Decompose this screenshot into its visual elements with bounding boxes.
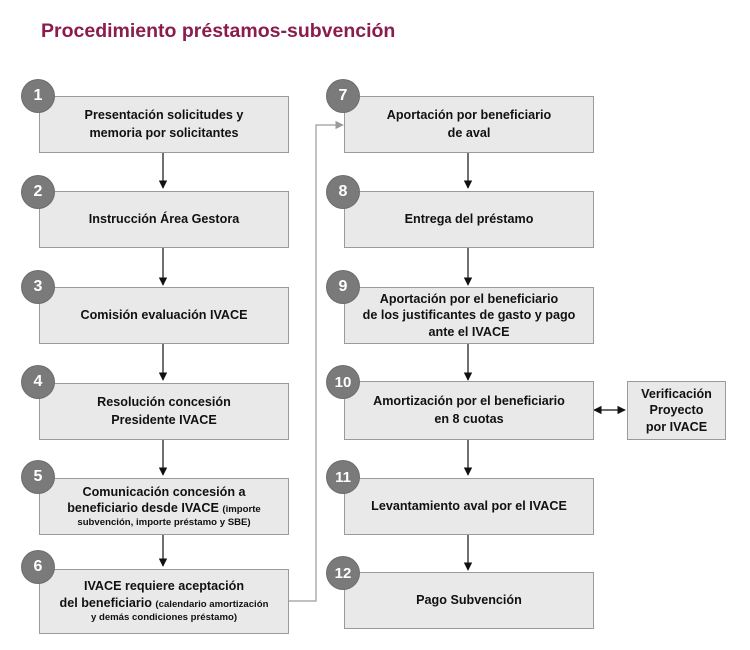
step-1-badge: 1 bbox=[22, 80, 54, 112]
step-6-note-line: y demás condiciones préstamo) bbox=[90, 612, 238, 624]
step-10-line-2: en 8 cuotas bbox=[434, 411, 504, 426]
step-10-badge: 10 bbox=[327, 366, 359, 398]
step-9-line-1: Aportación por el beneficiario bbox=[379, 291, 559, 306]
step-5-note-line: subvención, importe préstamo y SBE) bbox=[77, 516, 251, 528]
step-2-line-1: Instrucción Área Gestora bbox=[88, 211, 240, 226]
step-4-badge: 4 bbox=[22, 366, 54, 398]
step-9-badge: 9 bbox=[327, 271, 359, 303]
step-3-box bbox=[39, 287, 289, 344]
step-2-badge: 2 bbox=[22, 176, 54, 208]
step-11-badge: 11 bbox=[327, 461, 359, 493]
step-12-line-1: Pago Subvención bbox=[416, 592, 522, 607]
step-5-line-2-note: (importe bbox=[222, 504, 261, 516]
step-6-line-2-note: (calendario amortización bbox=[155, 599, 269, 611]
step-8-line-1: Entrega del préstamo bbox=[404, 211, 534, 226]
step-8-box bbox=[344, 191, 594, 248]
step-6-badge: 6 bbox=[22, 551, 54, 583]
step-7-line-1: Aportación por beneficiario bbox=[386, 107, 552, 122]
step-6-box bbox=[39, 569, 289, 634]
step-5-box bbox=[39, 478, 289, 535]
step-5-badge: 5 bbox=[22, 461, 54, 493]
step-4-box bbox=[39, 383, 289, 440]
step-4-line-1: Resolución concesión bbox=[97, 394, 231, 409]
step-5-line-1: Comunicación concesión a bbox=[82, 484, 246, 499]
step-1-box bbox=[39, 96, 289, 153]
step-5-line-2-main: beneficiario desde IVACE bbox=[67, 501, 219, 516]
page-title: Procedimiento préstamos-subvención bbox=[41, 20, 396, 42]
step-1-line-1: Presentación solicitudes y bbox=[84, 107, 244, 122]
verification-line-1: Verificación bbox=[641, 386, 712, 401]
step-3-line-1: Comisión evaluación IVACE bbox=[80, 307, 248, 322]
step-11-box bbox=[344, 478, 594, 535]
step-9-box bbox=[344, 287, 594, 344]
step-8-badge: 8 bbox=[327, 176, 359, 208]
step-7-box bbox=[344, 96, 594, 153]
step-6-line-1: IVACE requiere aceptación bbox=[83, 579, 245, 594]
step-7-line-2: de aval bbox=[447, 125, 491, 140]
step-10-line-1: Amortización por el beneficiario bbox=[373, 393, 565, 408]
verification-box bbox=[627, 381, 726, 440]
step-1-line-2: memoria por solicitantes bbox=[89, 125, 239, 140]
step-4-line-2: Presidente IVACE bbox=[111, 412, 217, 427]
step-3-badge: 3 bbox=[22, 271, 54, 303]
step-2-box bbox=[39, 191, 289, 248]
step-7-badge: 7 bbox=[327, 80, 359, 112]
step-9-line-2: de los justificantes de gasto y pago bbox=[362, 308, 576, 323]
step-12-badge: 12 bbox=[327, 557, 359, 589]
step-10-box bbox=[344, 381, 594, 440]
step-11-line-1: Levantamiento aval por el IVACE bbox=[371, 498, 567, 513]
verification-line-2: Proyecto bbox=[649, 403, 704, 418]
step-6-line-2-main: del beneficiario bbox=[59, 596, 152, 611]
step-5-line-2 bbox=[67, 500, 261, 516]
verification-line-3: por IVACE bbox=[645, 419, 708, 434]
step-12-box bbox=[344, 572, 594, 629]
step-6-line-2 bbox=[60, 595, 269, 612]
step-9-line-3: ante el IVACE bbox=[428, 324, 510, 339]
